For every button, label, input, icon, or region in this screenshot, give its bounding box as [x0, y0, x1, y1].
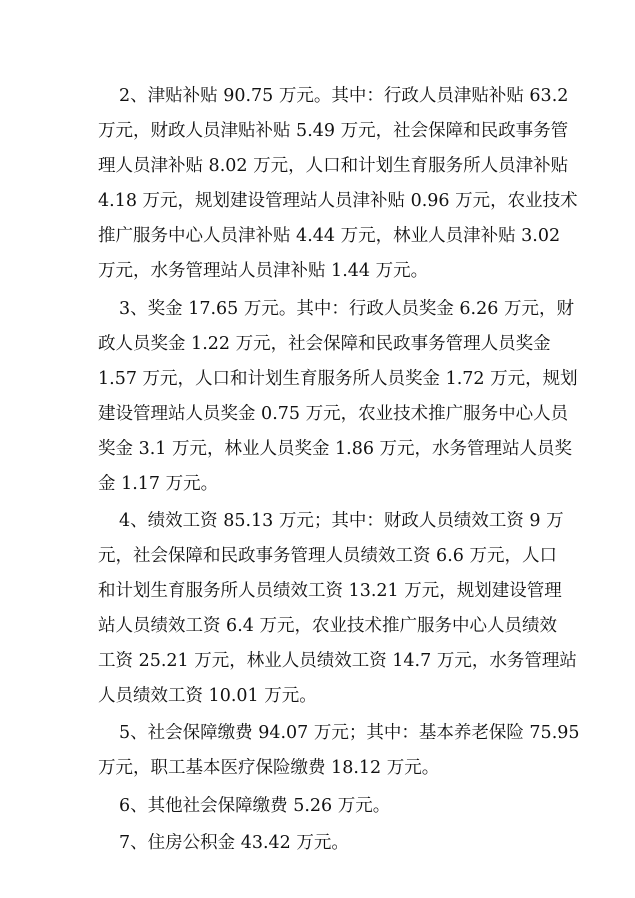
text-line: 6、其他社会保障缴费 5.26 万元。 [119, 796, 391, 816]
text-line: 万元，水务管理站人员津补贴 1.44 万元。 [98, 261, 429, 281]
text-line: 工资 25.21 万元，林业人员绩效工资 14.7 万元，水务管理站 [98, 651, 577, 671]
text-line: 元，社会保障和民政事务管理人员绩效工资 6.6 万元，人口 [98, 546, 557, 566]
text-line: 7、住房公积金 43.42 万元。 [119, 833, 349, 853]
text-line: 万元，职工基本医疗保险缴费 18.12 万元。 [98, 758, 440, 778]
text-line: 和计划生育服务所人员绩效工资 13.21 万元，规划建设管理 [98, 581, 562, 601]
text-line: 3、奖金 17.65 万元。其中：行政人员奖金 6.26 万元，财 [119, 299, 574, 319]
text-line: 推广服务中心人员津补贴 4.44 万元，林业人员津补贴 3.02 [98, 226, 561, 246]
text-line: 5、社会保障缴费 94.07 万元；其中：基本养老保险 75.95 [119, 723, 580, 743]
text-line: 2、津贴补贴 90.75 万元。其中：行政人员津贴补贴 63.2 [119, 86, 569, 106]
text-line: 站人员绩效工资 6.4 万元，农业技术推广服务中心人员绩效 [98, 616, 557, 636]
text-line: 奖金 3.1 万元，林业人员奖金 1.86 万元，水务管理站人员奖 [98, 439, 573, 459]
text-line: 万元，财政人员津贴补贴 5.49 万元，社会保障和民政事务管 [98, 121, 569, 141]
text-line: 人员绩效工资 10.01 万元。 [98, 686, 317, 706]
text-line: 1.57 万元，人口和计划生育服务所人员奖金 1.72 万元，规划 [98, 369, 578, 389]
text-line: 4.18 万元，规划建设管理站人员津补贴 0.96 万元，农业技术 [98, 191, 578, 211]
text-line: 理人员津补贴 8.02 万元，人口和计划生育服务所人员津补贴 [98, 156, 569, 176]
text-line: 政人员奖金 1.22 万元，社会保障和民政事务管理人员奖金 [98, 334, 551, 354]
text-line: 金 1.17 万元。 [98, 474, 219, 494]
text-line: 建设管理站人员奖金 0.75 万元，农业技术推广服务中心人员 [98, 404, 569, 424]
text-line: 4、绩效工资 85.13 万元；其中：财政人员绩效工资 9 万 [119, 511, 564, 531]
